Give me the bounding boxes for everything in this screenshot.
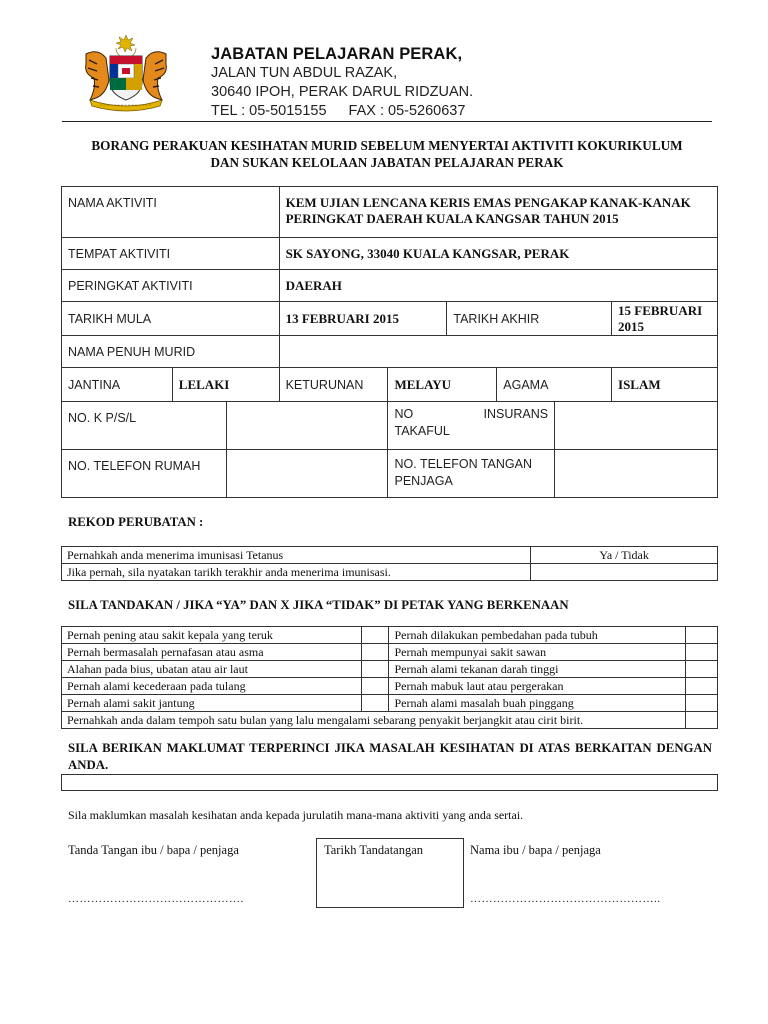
table-row (62, 547, 718, 564)
table-row (62, 238, 718, 270)
gender-label: JANTINA (62, 368, 173, 402)
checkbox[interactable] (686, 712, 718, 729)
table-row (62, 712, 718, 729)
organization-name: JABATAN PELAJARAN PERAK, (211, 45, 463, 63)
activity-info-table (61, 186, 718, 498)
table-row (62, 187, 718, 238)
table-row (62, 336, 718, 368)
form-title-line-2: DAN SUKAN KELOLAAN JABATAN PELAJARAN PERAK (210, 155, 564, 170)
table-row (62, 695, 718, 712)
insurance-field[interactable] (555, 402, 718, 450)
details-field[interactable] (61, 774, 718, 791)
ic-number-label: NO. K P/S/L (62, 402, 227, 450)
fax: FAX : 05-5260637 (348, 103, 466, 119)
signature-line[interactable]: ………………………………………. (68, 893, 244, 905)
checklist-item: Pernah alami masalah buah pinggang (389, 695, 686, 712)
religion-field[interactable]: ISLAM (612, 368, 718, 402)
activity-name-line-2: PERINGKAT DAERAH KUALA KANGSAR TAHUN 2015 (285, 211, 619, 226)
instruction-note: Sila maklumkan masalah kesihatan anda kepada jurulatih mana-mana aktiviti yang anda sertai. (68, 808, 524, 822)
full-name-field[interactable] (279, 336, 717, 368)
form-title-line-1: BORANG PERAKUAN KESIHATAN MURID SEBELUM MENYERTAI AKTIVITI KOKURIKULUM (91, 138, 683, 153)
table-row (62, 627, 718, 644)
checkbox[interactable] (361, 644, 389, 661)
table-row (62, 450, 718, 498)
guardian-name-line[interactable]: ………………………………………….. (470, 893, 661, 905)
insurance-label-line-2: TAKAFUL (394, 424, 450, 438)
checklist-item: Pernahkah anda dalam tempoh satu bulan yang lalu mengalami sebarang penyakit berjangkit atau cirit birit. (62, 712, 686, 729)
activity-name-label: NAMA AKTIVITI (62, 187, 280, 238)
checkbox[interactable] (686, 695, 718, 712)
checkbox[interactable] (361, 695, 389, 712)
telephone: TEL : 05-5015155 (211, 103, 327, 119)
insurance-label (388, 402, 555, 450)
level-field[interactable]: DAERAH (279, 270, 717, 302)
guardian-phone-label-line-2: PENJAGA (394, 474, 453, 488)
guardian-phone-label (388, 450, 555, 498)
checkbox[interactable] (686, 627, 718, 644)
table-row (62, 644, 718, 661)
checkbox[interactable] (361, 661, 389, 678)
coat-of-arms-icon (76, 34, 176, 112)
gender-field[interactable]: LELAKI (172, 368, 279, 402)
signature-date-label: Tarikh Tandatangan (324, 843, 424, 857)
full-name-label: NAMA PENUH MURID (62, 336, 280, 368)
home-phone-field[interactable] (226, 450, 388, 498)
address-line-1: JALAN TUN ABDUL RAZAK, (211, 65, 398, 81)
checkbox[interactable] (686, 644, 718, 661)
checkbox[interactable] (361, 627, 389, 644)
table-row (62, 270, 718, 302)
immunisation-date-question: Jika pernah, sila nyatakan tarikh terakhir anda menerima imunisasi. (62, 564, 531, 581)
tetanus-answer-field[interactable]: Ya / Tidak (531, 547, 718, 564)
guardian-phone-label-line-1: NO. TELEFON TANGAN (394, 457, 533, 471)
place-label: TEMPAT AKTIVITI (62, 238, 280, 270)
checkbox[interactable] (686, 678, 718, 695)
signature-date-field[interactable] (316, 838, 464, 908)
guardian-phone-field[interactable] (555, 450, 718, 498)
form-title (62, 137, 712, 171)
checklist-item: Pernah pening atau sakit kepala yang teruk (62, 627, 362, 644)
table-row (62, 368, 718, 402)
checklist-item: Pernah alami tekanan darah tinggi (389, 661, 686, 678)
insurance-label-line-1: NO INSURANS (394, 407, 549, 421)
medical-record-heading: REKOD PERUBATAN : (68, 515, 204, 529)
details-heading: SILA BERIKAN MAKLUMAT TERPERINCI JIKA MASALAH KESIHATAN DI ATAS BERKAITAN DENGAN ANDA. (68, 741, 712, 772)
checkbox[interactable] (686, 661, 718, 678)
home-phone-label: NO. TELEFON RUMAH (62, 450, 227, 498)
race-label: KETURUNAN (279, 368, 388, 402)
table-row (62, 678, 718, 695)
place-field[interactable]: SK SAYONG, 33040 KUALA KANGSAR, PERAK (279, 238, 717, 270)
tetanus-question: Pernahkah anda menerima imunisasi Tetanus (62, 547, 531, 564)
checklist-item: Pernah bermasalah pernafasan atau asma (62, 644, 362, 661)
checklist-item: Pernah dilakukan pembedahan pada tubuh (389, 627, 686, 644)
ic-number-field[interactable] (226, 402, 388, 450)
guardian-signature-label: Tanda Tangan ibu / bapa / penjaga (68, 843, 239, 857)
end-date-label: TARIKH AKHIR (447, 302, 612, 336)
start-date-field[interactable]: 13 FEBRUARI 2015 (279, 302, 447, 336)
letterhead (211, 44, 473, 121)
activity-name-line-1: KEM UJIAN LENCANA KERIS EMAS PENGAKAP KANAK-KANAK (285, 195, 691, 210)
checklist-item: Pernah alami kecederaan pada tulang (62, 678, 362, 695)
table-row (62, 302, 718, 336)
checklist-heading: SILA TANDAKAN / JIKA “YA” DAN X JIKA “TIDAK” DI PETAK YANG BERKENAAN (68, 598, 569, 612)
end-date-field[interactable]: 15 FEBRUARI 2015 (612, 302, 718, 336)
activity-name-field[interactable] (279, 187, 717, 238)
contact-line (211, 102, 473, 121)
table-row (62, 564, 718, 581)
religion-label: AGAMA (497, 368, 612, 402)
medical-record-table (61, 546, 718, 581)
race-field[interactable]: MELAYU (388, 368, 497, 402)
level-label: PERINGKAT AKTIVITI (62, 270, 280, 302)
address-line-2: 30640 IPOH, PERAK DARUL RIDZUAN. (211, 84, 474, 100)
checklist-item: Pernah mabuk laut atau pergerakan (389, 678, 686, 695)
checklist-item: Pernah mempunyai sakit sawan (389, 644, 686, 661)
table-row (62, 661, 718, 678)
table-row (62, 402, 718, 450)
checkbox[interactable] (361, 678, 389, 695)
health-checklist-table (61, 626, 718, 729)
guardian-name-label: Nama ibu / bapa / penjaga (470, 843, 601, 857)
start-date-label: TARIKH MULA (62, 302, 280, 336)
checklist-item: Pernah alami sakit jantung (62, 695, 362, 712)
checklist-item: Alahan pada bius, ubatan atau air laut (62, 661, 362, 678)
header-divider (62, 121, 712, 122)
immunisation-date-field[interactable] (531, 564, 718, 581)
